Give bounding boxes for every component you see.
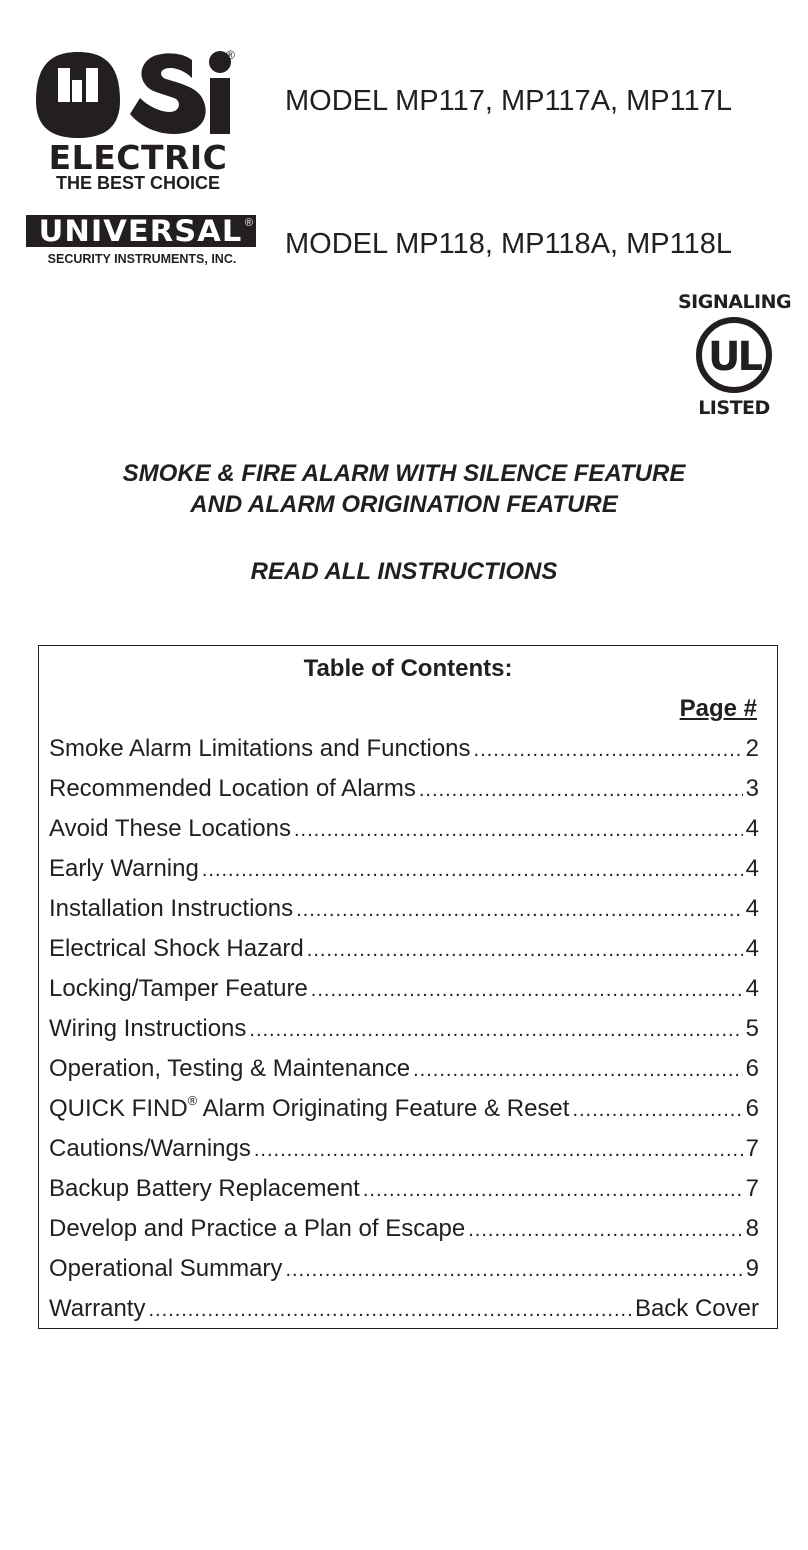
toc-entry-page: 7 [745,1135,759,1162]
universal-company-name: SECURITY INSTRUMENTS, INC. [47,252,237,266]
toc-entry-page: 4 [745,895,759,922]
toc-entry[interactable] [49,732,759,772]
toc-entry[interactable] [49,1132,759,1172]
product-headline-line-1: SMOKE & FIRE ALARM WITH SILENCE FEATURE [122,460,686,487]
ul-top-text: SIGNALING [678,291,792,313]
toc-entry-page: 6 [745,1055,759,1082]
toc-entry[interactable] [49,1172,759,1212]
toc-entry[interactable] [49,892,759,932]
toc-entry[interactable] [49,772,759,812]
wsi-tagline: THE BEST CHOICE [55,173,220,193]
toc-entry-page: 8 [745,1215,759,1242]
toc-entry-label: Smoke Alarm Limitations and Functions [49,735,471,762]
product-headline-line-2: AND ALARM ORIGINATION FEATURE [190,491,618,518]
registered-mark: ® [244,217,253,229]
toc-entry-label: Warranty [49,1295,146,1322]
toc-entry-label: Wiring Instructions [49,1015,247,1042]
toc-entry-page: 4 [745,975,759,1002]
wsi-logo-graphic [32,46,242,146]
toc-entry[interactable] [49,1012,759,1052]
toc-entry-label: Operational Summary [49,1255,283,1282]
toc-entry-label: Operation, Testing & Maintenance [49,1055,411,1082]
toc-title: Table of Contents: [303,655,513,682]
toc-entry[interactable] [49,1212,759,1252]
table-of-contents [38,645,778,1329]
ul-circle-icon [694,315,774,395]
toc-entry-page: 6 [745,1095,759,1122]
toc-entry[interactable] [49,1292,759,1332]
toc-entry-page: 4 [745,935,759,962]
toc-page-header: Page # [679,695,757,722]
wsi-electric-logo [32,46,242,196]
toc-entry-label: Cautions/Warnings [49,1135,251,1162]
toc-entry-label: QUICK FIND® Alarm Originating Feature & Reset [49,1093,570,1122]
toc-entry-label: Early Warning [49,855,199,882]
model-line-2: MODEL MP118, MP118A, MP118L [285,228,733,260]
toc-entry-page: 4 [745,815,759,842]
ul-listed-mark [678,290,790,422]
registered-mark: ® [226,48,235,62]
ul-bottom-text: LISTED [698,397,770,419]
toc-entry-page: 4 [745,855,759,882]
toc-entry-label: Installation Instructions [49,895,294,922]
toc-entry[interactable] [49,972,759,1012]
toc-entry-page: 2 [745,735,759,762]
toc-entry[interactable] [49,812,759,852]
toc-entry-label: Recommended Location of Alarms [49,775,416,802]
toc-entry-label: Avoid These Locations [49,815,291,842]
toc-entry-label: Develop and Practice a Plan of Escape [49,1215,466,1242]
toc-entry[interactable] [49,1052,759,1092]
toc-entry-label: Electrical Shock Hazard [49,935,304,962]
toc-entry-page: 9 [745,1255,759,1282]
universal-logo [26,215,256,247]
toc-entry[interactable] [49,1252,759,1292]
toc-entry-label: Backup Battery Replacement [49,1175,360,1202]
toc-entry-label: Locking/Tamper Feature [49,975,308,1002]
toc-entry-page: 7 [745,1175,759,1202]
read-instructions-notice: READ ALL INSTRUCTIONS [250,558,558,585]
wsi-division-name: ELECTRIC [48,138,228,177]
ul-mark-text: UL [708,334,760,380]
toc-entry-page: 3 [745,775,759,802]
toc-entry[interactable] [49,932,759,972]
toc-entry-page: Back Cover [634,1295,759,1322]
toc-entry[interactable] [49,1092,759,1132]
toc-entry[interactable] [49,852,759,892]
toc-entry-page: 5 [745,1015,759,1042]
universal-wordmark: UNIVERSAL [38,214,243,248]
toc-list [49,732,759,1332]
model-line-1: MODEL MP117, MP117A, MP117L [285,85,733,117]
